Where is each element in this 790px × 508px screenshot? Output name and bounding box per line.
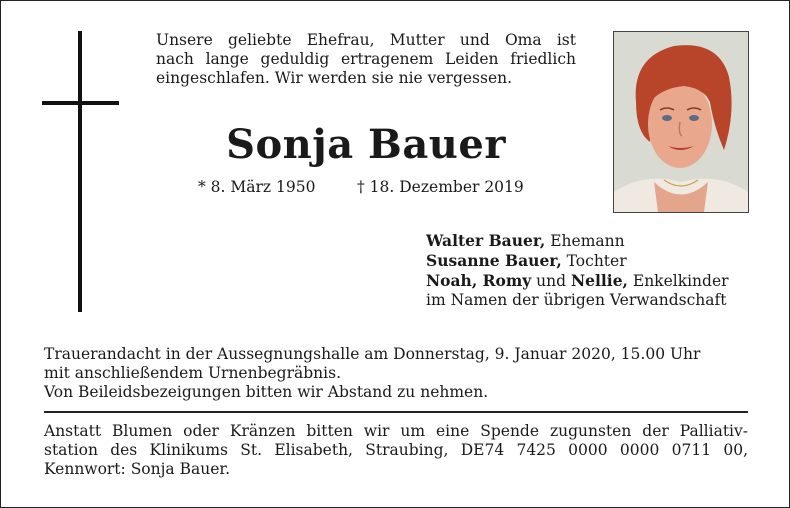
family-member [426,251,756,271]
service-line: Trauerandacht in der Aussegnungshalle am Donnerstag, 9. Januar 2020, 15.00 Uhr [44,345,701,363]
donation-info [44,422,748,479]
family-member-relation: Ehemann [545,232,625,250]
family-member-name: Walter Bauer, [426,231,546,250]
death-date: † 18. Dezember 2019 [357,178,524,196]
family-closing: im Namen der übrigen Verwandschaft [426,291,727,309]
family-member-name: Nellie, [571,271,628,290]
cross-icon-bar [42,101,119,105]
family-member-join: und [531,272,571,290]
intro-text [156,31,576,88]
divider [44,411,748,413]
family-member-relation: Enkelkinder [627,272,729,290]
intro-line: Unsere geliebte Ehefrau, Mutter und Oma ist [156,31,576,49]
portrait-image [614,32,748,212]
service-info [44,345,748,402]
service-line: mit anschließendem Urnenbegräbnis. [44,364,341,382]
service-line: Von Beileidsbezeigungen bitten wir Abstand zu nehmen. [44,383,489,401]
cross-icon [78,31,82,312]
family-member-name: Susanne Bauer, [426,251,562,270]
portrait-photo [613,31,749,213]
family-list [426,231,756,310]
donation-line: Anstatt Blumen oder Kränzen bitten wir um eine Spende zugunsten der Palliativ- [44,422,748,440]
family-member [426,271,756,291]
family-member-name: Noah, Romy [426,271,532,290]
intro-line: eingeschlafen. Wir werden sie nie vergessen. [156,69,513,87]
intro-line: nach lange geduldig ertragenem Leiden friedlich [156,50,576,68]
family-member-relation: Tochter [561,252,627,270]
donation-line: Kennwort: Sonja Bauer. [44,460,231,478]
birth-date: * 8. März 1950 [198,178,316,196]
family-member [426,231,756,251]
deceased-name: Sonja Bauer [226,121,506,168]
donation-line: station des Klinikums St. Elisabeth, Straubing, DE74 7425 0000 0000 0711 00, [44,441,748,459]
